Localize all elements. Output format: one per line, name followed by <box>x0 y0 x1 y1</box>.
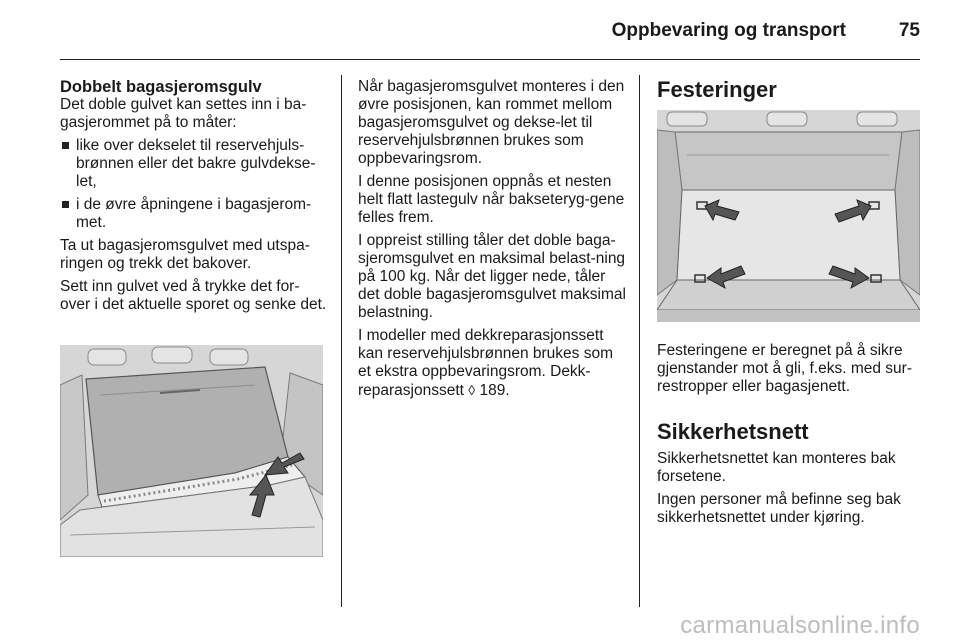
section-heading-lashing-eyes: Festeringer <box>657 77 777 102</box>
paragraph: Festeringene er beregnet på å sikre gjenstander mot å gli, f.eks. med sur-restropper eller bagasjenett. <box>657 342 913 395</box>
page-reference-icon: ◊ <box>468 382 476 398</box>
paragraph: Sett inn gulvet ved å trykke det for-over i det aktuelle sporet og senke det. <box>60 278 327 313</box>
paragraph <box>358 327 626 400</box>
bullet-item: like over dekselet til reservehjuls-brønnen eller det bakre gulvdekse-let, <box>60 137 328 191</box>
watermark: carmanualsonline.info <box>680 612 920 639</box>
paragraph: Når bagasjeromsgulvet monteres i den øvre posisjonen, kan rommet mellom bagasjeromsgulvet og dekse-let til reservehjulsbrønnen brukes som oppbevaringsrom. <box>358 78 625 167</box>
intro-paragraph: Det doble gulvet kan settes inn i ba-gasjerommet på to måter: <box>60 96 307 131</box>
page-number: 75 <box>898 20 920 41</box>
paragraph: Ta ut bagasjeromsgulvet med utspa-ringen og trekk det bakover. <box>60 237 310 272</box>
paragraph: Sikkerhetsnettet kan monteres bak forsetene. <box>657 450 896 485</box>
page-reference: 189. <box>479 382 510 399</box>
section-heading-double-floor: Dobbelt bagasjeromsgulv <box>60 78 262 96</box>
bullet-item: i de øvre åpningene i bagasjerom-met. <box>60 196 328 232</box>
paragraph: I denne posisjonen oppnås et nesten helt flatt lastegulv når bakseteryg-gene felles frem. <box>358 173 625 226</box>
column-3 <box>657 78 923 532</box>
column-2 <box>358 78 626 405</box>
page-header-title: Oppbevaring og transport <box>611 20 846 41</box>
column-divider-1 <box>341 75 342 607</box>
double-floor-illustration <box>60 345 323 557</box>
paragraph: Ingen personer må befinne seg bak sikkerhetsnettet under kjøring. <box>657 491 901 526</box>
column-1 <box>60 78 328 319</box>
header-rule <box>60 59 920 60</box>
bullet-list <box>60 137 328 232</box>
paragraph: I oppreist stilling tåler det doble baga-sjeromsgulvet en maksimal belast-ning på 100 kg. Når det ligger nede, tåler det doble bagasjeromsgulvet maksimal belastning. <box>358 232 626 321</box>
lashing-eyes-illustration <box>657 110 920 322</box>
section-heading-safety-net: Sikkerhetsnett <box>657 419 809 444</box>
paragraph-text: I modeller med dekkreparasjonssett kan reservehjulsbrønnen brukes som et ekstra oppbevaringsrom. Dekk-reparasjonssett <box>358 327 614 399</box>
column-divider-2 <box>639 75 640 607</box>
